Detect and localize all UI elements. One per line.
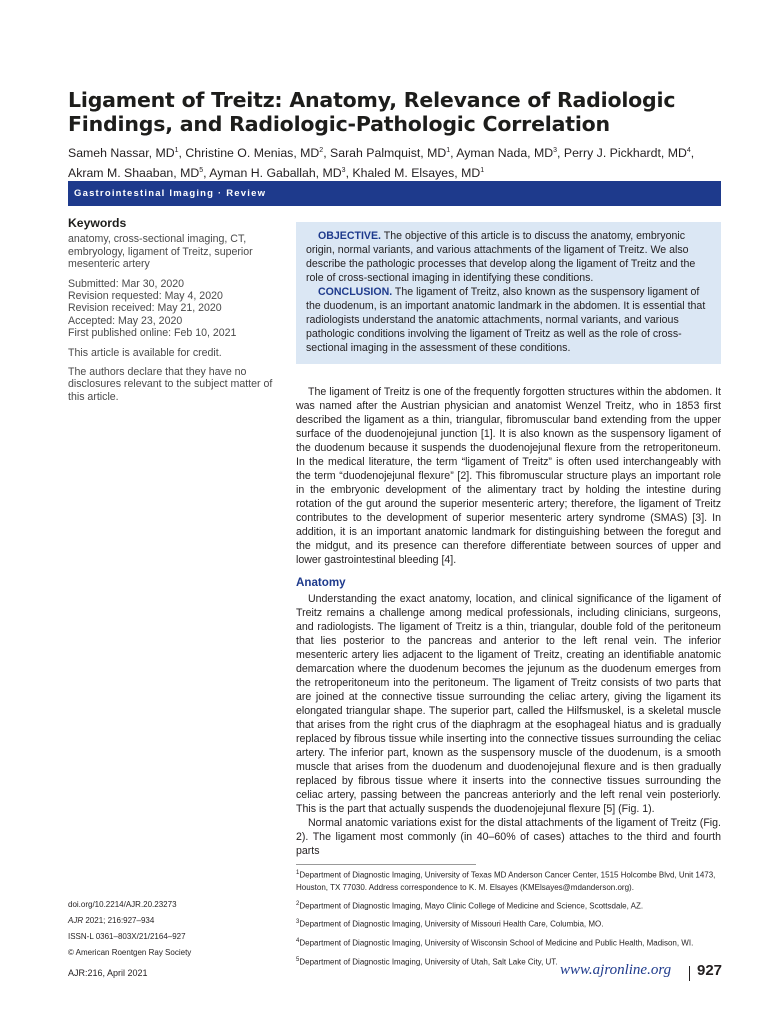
date-published: First published online: Feb 10, 2021 [68,327,237,340]
footnote-text: Department of Diagnostic Imaging, University of Texas MD Anderson Cancer Center, 1515 Holcombe Blvd, Unit 1473, Houston, TX 77030. Address correspondence to K. M. Elsayes (KMElsayes@mdanderson.org). [296,870,716,892]
affiliation-footnotes [296,867,721,972]
footnote [296,935,721,950]
article-meta [68,899,278,963]
author-list: Sameh Nassar, $MD^1$, Christine O. Menias, $MD^2$, Sarah Palmquist, $MD^1$, Ayman Nada, $MD^3$, Perry J. Pickhardt, $MD^4$, Akram M. Shaaban, $MD^5$, Ayman H. Gaballah, $MD^3$, Khaled M. Elsayes, $MD^1$ [68,146,695,181]
anatomy-paragraph-2: Normal anatomic variations exist for the distal attachments of the ligament of Treitz (Fig. 2). The ligament most commonly (in 40–60% of cases) attaches to the third and fourth parts [296,817,721,857]
citation-journal: AJR [68,916,84,925]
credit-note: This article is available for credit. [68,346,222,359]
date-submitted: Submitted: Mar 30, 2020 [68,277,185,290]
author-affiliation: 5 [199,167,204,175]
disclosure-note: The authors declare that they have no disclosures relevant to the subject matter of this article. [68,366,273,403]
footnote-number: 1 [296,870,300,876]
footnote [296,916,721,931]
citation-details: 2021; 216:927–934 [83,916,155,925]
abstract-conclusion [306,285,711,355]
author-name: Akram M. Shaaban, MD [68,166,200,181]
author [352,166,484,180]
author [330,146,450,160]
footnote [296,898,721,913]
objective-label: OBJECTIVE. [318,230,381,242]
footnote-number: 5 [296,956,300,963]
author [68,146,179,160]
sidebar [68,217,273,410]
abstract-box [296,222,721,364]
footnote-text: Department of Diagnostic Imaging, Mayo Clinic College of Medicine and Science, Scottsdale, AZ. [299,901,644,911]
objective-text: The objective of this article is to discuss the anatomy, embryonic origin, normal variants, and various attachments of the ligament of Treitz. We also describe the pathologic processes that develop along the ligament of Treitz and the role of cross-sectional imaging in identifying these conditions. [306,230,696,284]
date-revision-requested: Revision requested: May 4, 2020 [68,290,223,303]
keywords-list: anatomy, cross-sectional imaging, CT, embryology, ligament of Treitz, superior mesenteric artery [68,233,253,271]
footnote-text: Department of Diagnostic Imaging, University of Wisconsin School of Medicine and Public Health, Madison, WI. [299,938,694,948]
author-name: Sameh Nassar, MD [68,146,175,161]
footnote-divider [296,864,476,865]
keywords-heading: Keywords [68,216,127,230]
section-banner: Gastrointestinal Imaging · Review [68,181,721,206]
author-affiliation: 1 [446,147,451,154]
citation [68,915,278,927]
page-number: 927 [697,962,723,979]
author-name: Ayman H. Gaballah, MD [209,166,342,181]
author [68,166,203,180]
author-name: Perry J. Pickhardt, MD [563,146,687,161]
author-affiliation: 4 [686,147,691,154]
anatomy-paragraph-1: Understanding the exact anatomy, location, and clinical significance of the ligament of Treitz remains a challenge among medical professionals, including clinicians, surgeons, and radiologists. The ligament of Treitz is a thin, triangular, double fold of the peritoneum that lies posterior to the pancreas and anterior to the left renal vein. The inferior mesenteric artery lies adjacent to the ligament of Treitz, creating an identifiable anatomic demarcation where the duodenum becomes the jejunum as the duodenum emerges from the retroperitoneum into the peritoneum. The ligament of Treitz consists of two parts that are joined at the connective tissue surrounding the celiac artery, giving the ligament its elongated triangular shape. The superior part, called the Hilfsmuskel, is a skeletal muscle that arises from the right crus of the diaphragm at the esophageal hiatus and is gradually replaced by fibrous tissue while inserting into the connective tissues surrounding the celiac artery. The inferior part, known as the suspensory muscle of the duodenum, is a smooth muscle that arises from the duodenum and duodenojejunal flexure and is then gradually replaced by fibrous tissue where it inserts into the connective tissues surrounding the celiac artery, passing between the pancreas anteriorly and the left renal vein posteriorly. This is the part that actually suspends the duodenojejunal flexure [5] (Fig. 1). [296,593,721,815]
journal-issue-date: AJR:216, April 2021 [68,968,148,978]
footnote-number: 4 [296,937,300,944]
date-accepted: Accepted: May 23, 2020 [68,314,183,327]
article-title: Ligament of Treitz: Anatomy, Relevance of Radiologic Findings, and Radiologic-Pathologic Correlation [68,88,676,136]
author [564,146,691,160]
footnote-number: 2 [296,900,300,907]
page-separator [689,966,690,981]
author-affiliation: 2 [319,147,324,154]
author [185,146,323,160]
footnote-number: 3 [296,919,300,926]
author [456,146,557,160]
footnote [296,867,721,894]
issn: ISSN-L 0361–803X/21/2164–927 [68,932,186,941]
author-name: Christine O. Menias, MD [185,146,320,161]
anatomy-heading: Anatomy [296,576,346,589]
author [209,166,345,180]
article-dates [68,278,273,340]
footnote-text: Department of Diagnostic Imaging, University of Missouri Health Care, Columbia, MO. [299,919,604,929]
footnote-text: Department of Diagnostic Imaging, University of Utah, Salt Lake City, UT. [299,957,558,967]
author-affiliation: 1 [174,147,179,154]
author-name: Sarah Palmquist, MD [330,146,447,161]
intro-paragraph: The ligament of Treitz is one of the frequently forgotten structures within the abdomen. It was named after the Austrian physician and anatomist Wenzel Treitz, who in 1853 first described the ligament as a thin, triangular, fibromuscular band extending from the upper surface of the duodenojejunal junction [1]. It is also known as the suspensory ligament of the duodenum because it suspends the duodenojejunal flexure from the retroperitoneum. In the medical literature, the term “ligament of Treitz” is often used interchangeably with the term “duodenojejunal flexure” [2]. This fibromuscular structure plays an important role in the embryonic development of the alimentary tract by holding the intestine during rotation of the gut around the superior mesenteric artery; therefore, the ligament of Treitz contributes to the development of superior mesenteric artery syndrome (SMAS) [3]. In addition, it is an important anatomic landmark for distinguishing between the foregut and the midgut, and its presence can therefore differentiate between sources of upper and lower gastrointestinal bleeding [4]. [296,386,721,566]
conclusion-text: The ligament of Treitz, also known as the suspensory ligament of the duodenum, is an important anatomic landmark in the abdomen. It is essential that radiologists understand the anatomic attachments, normal variants, and various pathologic conditions involving the ligament of Treitz as well as the role of cross-sectional imaging in the assessment of these conditions. [306,286,706,354]
journal-website-link[interactable]: www.ajronline.org [560,962,672,978]
date-revision-received: Revision received: May 21, 2020 [68,302,222,315]
doi-link[interactable]: doi.org/10.2214/AJR.20.23273 [68,900,177,909]
copyright: © American Roentgen Ray Society [68,948,192,957]
article-body [296,385,721,858]
abstract-objective [306,229,711,285]
author-name: Ayman Nada, MD [456,146,554,161]
author-affiliation: 3 [341,167,346,175]
conclusion-label: CONCLUSION. [318,286,393,298]
author-name: Khaled M. Elsayes, MD [352,166,481,181]
author-affiliation: 3 [553,147,558,154]
author-affiliation: 1 [480,167,485,175]
